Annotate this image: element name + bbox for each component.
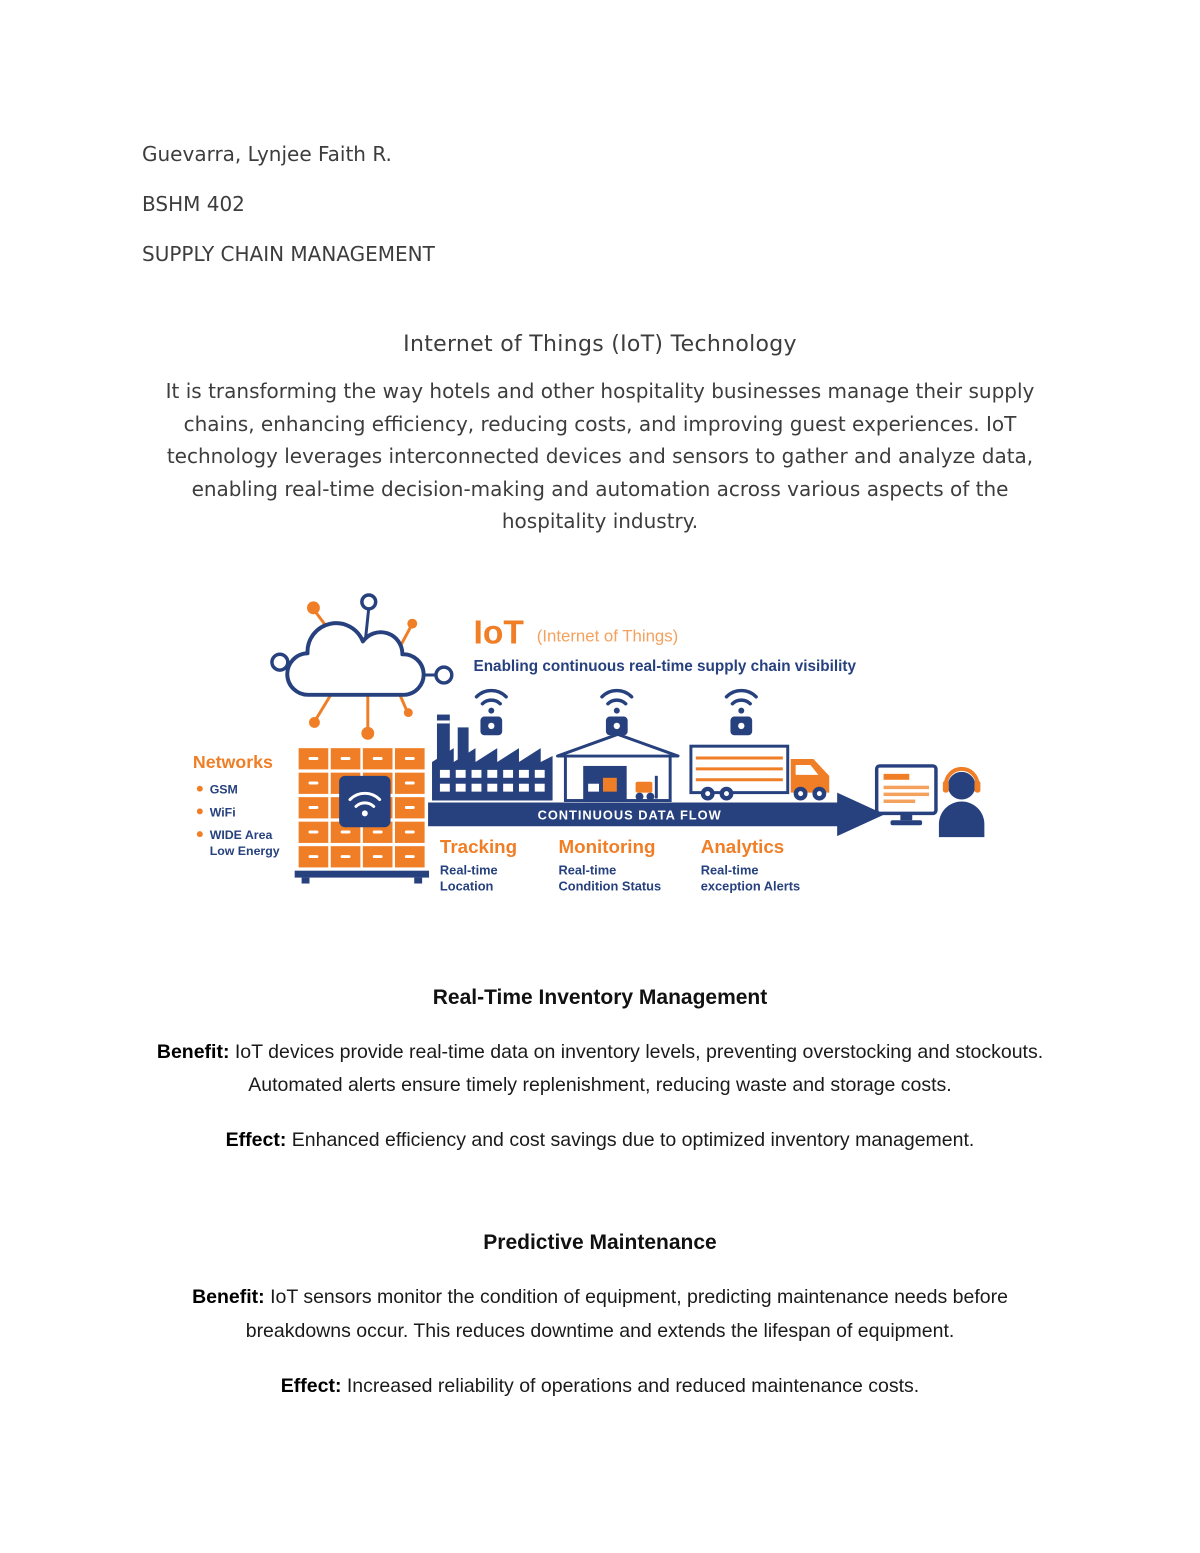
wifi-sensor-icon bbox=[726, 691, 756, 736]
benefit-paragraph bbox=[142, 1036, 1058, 1102]
iot-label: IoT bbox=[473, 614, 524, 652]
course-line: BSHM 402 bbox=[142, 192, 245, 216]
column-tracking-title: Tracking bbox=[439, 835, 518, 857]
wifi-sensor-icon bbox=[476, 691, 506, 736]
author-line: Guevarra, Lynjee Faith R. bbox=[142, 142, 392, 166]
document-title: Internet of Things (IoT) Technology bbox=[403, 332, 797, 357]
iot-tagline: Enabling continuous real-time supply chain visibility bbox=[473, 658, 857, 676]
column-monitoring-sub2: Condition Status bbox=[558, 878, 662, 894]
column-tracking-sub2: Location bbox=[439, 878, 494, 894]
flow-columns bbox=[440, 836, 800, 894]
column-monitoring-sub1: Real-time bbox=[558, 862, 617, 878]
benefit-label: Benefit: bbox=[156, 1040, 230, 1063]
network-item-low-energy: Low Energy bbox=[209, 843, 280, 858]
section-real-time-inventory bbox=[142, 986, 1058, 1157]
section-title: Real-Time Inventory Management bbox=[432, 985, 768, 1009]
warehouse-icon bbox=[558, 734, 679, 800]
iot-sublabel: (Internet of Things) bbox=[536, 626, 679, 646]
benefit-text: IoT devices provide real-time data on inventory levels, preventing overstocking and stockouts. Automated alerts ensure timely replenishment, reducing waste and storage costs. bbox=[234, 1040, 1044, 1097]
section-predictive-maintenance bbox=[142, 1231, 1058, 1402]
column-analytics-title: Analytics bbox=[700, 835, 785, 857]
network-item-wifi: WiFi bbox=[209, 805, 236, 820]
benefit-label: Benefit: bbox=[192, 1286, 265, 1309]
effect-paragraph bbox=[142, 1124, 1058, 1157]
column-monitoring-title: Monitoring bbox=[558, 835, 656, 857]
column-analytics-sub1: Real-time bbox=[700, 862, 759, 878]
networks-legend bbox=[193, 752, 280, 858]
wifi-sensor-icon bbox=[602, 691, 632, 736]
benefit-text: IoT sensors monitor the condition of equipment, predicting maintenance needs before breakdowns occur. This reduces downtime and extends the lifespan of equipment. bbox=[245, 1286, 1008, 1342]
column-analytics-sub2: exception Alerts bbox=[700, 878, 801, 894]
operator-monitor-icon bbox=[877, 766, 985, 837]
storage-locker-icon bbox=[295, 748, 429, 883]
data-flow-label: CONTINUOUS DATA FLOW bbox=[537, 807, 722, 823]
network-item-wide-area: WIDE Area bbox=[209, 828, 273, 843]
column-tracking-sub1: Real-time bbox=[439, 862, 498, 878]
benefit-paragraph bbox=[142, 1281, 1058, 1347]
truck-icon bbox=[691, 746, 829, 800]
effect-label: Effect: bbox=[225, 1129, 287, 1152]
effect-label: Effect: bbox=[280, 1374, 342, 1397]
subject-line: SUPPLY CHAIN MANAGEMENT bbox=[142, 242, 435, 266]
effect-paragraph bbox=[142, 1370, 1058, 1403]
effect-text: Increased reliability of operations and reduced maintenance costs. bbox=[346, 1374, 920, 1397]
intro-paragraph: It is transforming the way hotels and other hospitality businesses manage their supply chains, enhancing efficiency, reducing costs, and improving guest experiences. IoT technology leverages interconnected devices and sensors to gather and analyze data, enabling real-time decision-making and automation across various aspects of the hospitality industry. bbox=[165, 379, 1035, 534]
cloud-network-icon bbox=[272, 595, 452, 740]
networks-title: Networks bbox=[192, 751, 273, 772]
iot-infographic bbox=[142, 588, 1058, 938]
section-title: Predictive Maintenance bbox=[483, 1231, 717, 1255]
effect-text: Enhanced efficiency and cost savings due to optimized inventory management. bbox=[291, 1129, 975, 1152]
network-item-gsm: GSM bbox=[209, 782, 238, 797]
document-header bbox=[142, 142, 1058, 266]
iot-infographic-svg bbox=[185, 588, 1015, 934]
